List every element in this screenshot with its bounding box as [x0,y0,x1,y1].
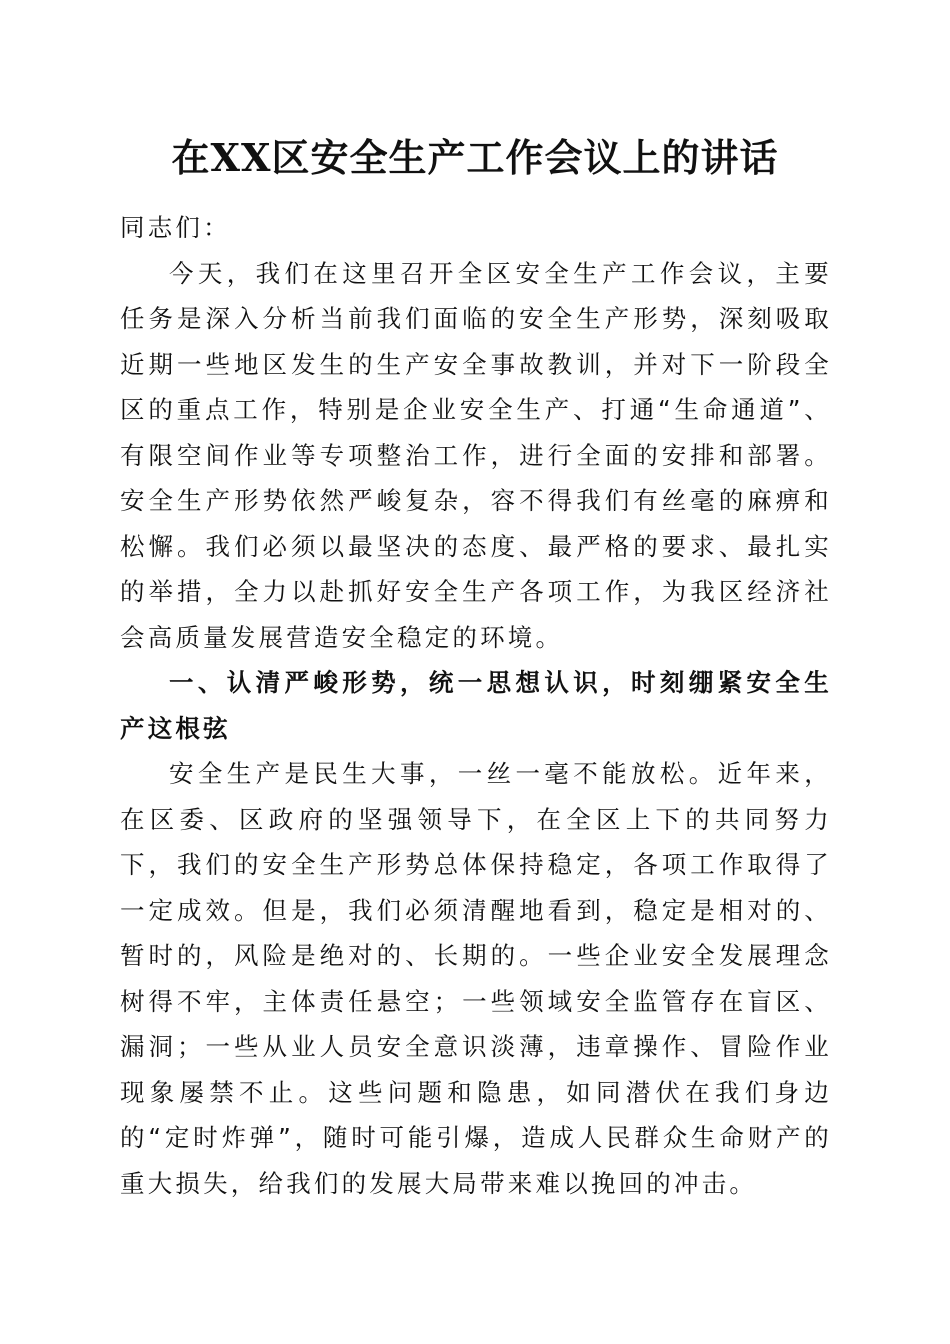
intro-paragraph: 今天，我们在这里召开全区安全生产工作会议，主要任务是深入分析当前我们面临的安全生产形势，深刻吸取近期一些地区发生的生产安全事故教训，并对下一阶段全区的重点工作，特别是企业安全生产、打通“生命通道”、有限空间作业等专项整治工作，进行全面的安排和部署。安全生产形势依然严峻复杂，容不得我们有丝毫的麻痹和松懈。我们必须以最坚决的态度、最严格的要求、最扎实的举措，全力以赴抓好安全生产各项工作，为我区经济社会高质量发展营造安全稳定的环境。 [120,258,832,652]
document-body [120,205,832,1206]
salutation: 同志们： [120,213,231,242]
section-paragraph: 安全生产是民生大事，一丝一毫不能放松。近年来，在区委、区政府的坚强领导下，在全区上下的共同努力下，我们的安全生产形势总体保持稳定，各项工作取得了一定成效。但是，我们必须清醒地看到，稳定是相对的、暂时的，风险是绝对的、长期的。一些企业安全发展理念树得不牢，主体责任悬空；一些领域安全监管存在盲区、漏洞；一些从业人员安全意识淡薄，违章操作、冒险作业现象屡禁不止。这些问题和隐患，如同潜伏在我们身边的“定时炸弹”，随时可能引爆，造成人民群众生命财产的重大损失，给我们的发展大局带来难以挽回的冲击。 [120,759,832,1198]
document-title: 在XX区安全生产工作会议上的讲话 [171,135,779,180]
section-heading: 一、认清严峻形势，统一思想认识，时刻绷紧安全生产这根弦 [120,668,832,743]
